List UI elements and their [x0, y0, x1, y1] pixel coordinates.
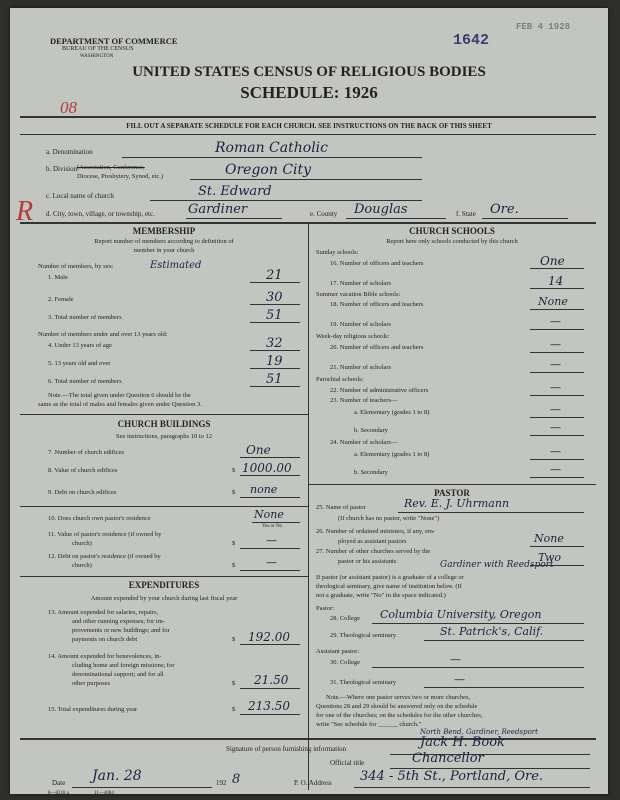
- q14-label-a: 14. Amount expended for benevolences, in-: [48, 653, 162, 660]
- q27-value: Two: [538, 551, 561, 564]
- form-subtitle: SCHEDULE: 1926: [240, 83, 378, 102]
- instruction-rule: [20, 134, 596, 135]
- summer-label: Summer vacation Bible schools:: [316, 291, 401, 298]
- sunday-label: Sunday schools:: [316, 249, 359, 256]
- q28-value: Columbia University, Oregon: [380, 608, 542, 621]
- division-sub1: (Association, Conference,: [77, 164, 145, 171]
- q5-label: 5. 13 years old and over: [48, 360, 111, 367]
- q20-line: [530, 352, 584, 353]
- q30-line: [372, 667, 584, 668]
- year-digit: 8: [232, 772, 241, 787]
- q13-line: [240, 644, 300, 645]
- year-prefix: 192: [216, 779, 227, 787]
- denomination-label: a. Denomination: [46, 148, 93, 156]
- schools-title: CHURCH SCHOOLS: [409, 226, 495, 236]
- q23b-value: —: [550, 421, 561, 434]
- q17-value: 14: [548, 274, 564, 288]
- q10-hint: Yes or No: [262, 524, 283, 529]
- q20-value: —: [550, 338, 561, 351]
- membership-title: MEMBERSHIP: [132, 226, 196, 236]
- q7-line: [240, 457, 300, 458]
- q26-line: [530, 546, 584, 547]
- q4-label: 4. Under 13 years of age: [48, 342, 112, 349]
- q23b-line: [530, 435, 584, 436]
- parochial-label: Parochial schools:: [316, 376, 364, 383]
- schools-intro: Report here only schools conducted by this church: [386, 238, 518, 245]
- pastor-note-3: for one of the churches; on the schedules for the other churches,: [316, 712, 483, 719]
- city-name: WASHINGTON: [80, 54, 114, 59]
- local-name-value: St. Edward: [198, 184, 272, 199]
- denomination-value: Roman Catholic: [215, 140, 328, 156]
- official-title-label: Official title: [330, 759, 365, 767]
- local-name-label: c. Local name of church: [46, 192, 114, 200]
- red-code-mark: 08: [60, 98, 77, 117]
- expenditures-rule: [20, 576, 308, 577]
- county-value: Douglas: [354, 202, 408, 217]
- local-name-line: [150, 200, 422, 201]
- membership-note-2: same as the total of males and females given under Question 3.: [38, 401, 202, 408]
- q13-value: 192.00: [248, 630, 290, 644]
- q19-value: —: [550, 315, 561, 328]
- q6-label: 6. Total number of members: [48, 378, 122, 385]
- q13-label-a: 13. Amount expended for salaries, repairs,: [48, 609, 159, 616]
- pastor-inst-1: If pastor (or assistant pastor) is a graduate of a college or: [316, 574, 464, 581]
- q30-label: 30. College: [330, 659, 360, 666]
- po-address-line: [354, 787, 590, 788]
- q13-dollar: $: [232, 636, 236, 643]
- q11-label-a: 11. Value of pastor's residence (if owned by: [48, 531, 162, 538]
- q12-label-a: 12. Debt on pastor's residence (if owned by: [48, 553, 161, 560]
- form-number: 8—8218 a: [48, 791, 69, 796]
- q6-value: 51: [266, 372, 283, 387]
- q16-label: 16. Number of officers and teachers: [330, 260, 424, 267]
- q17-label: 17. Number of scholars: [330, 280, 392, 287]
- q14-label-b: cluding home and foreign missions; for: [72, 662, 175, 669]
- q14-line: [240, 688, 300, 689]
- pastor-note-4: write "See schedule for ______ church.": [316, 721, 422, 728]
- q27-label-a: 27. Number of other churches served by the: [316, 548, 431, 555]
- q31-value: —: [454, 673, 465, 686]
- q7-label: 7. Number of church edifices: [48, 449, 124, 456]
- q31-label: 31. Theological seminary: [330, 679, 397, 686]
- print-number: 11—4084: [94, 791, 114, 796]
- q1-label: 1. Male: [48, 274, 68, 281]
- membership-intro-2: member in your church: [133, 247, 195, 254]
- city-label: d. City, town, village, or township, etc.: [46, 210, 155, 218]
- signature-label: Signature of person furnishing information: [226, 745, 347, 753]
- q23-label: 23. Number of teachers—: [330, 397, 398, 404]
- q25-value: Rev. E. J. Uhrmann: [404, 497, 510, 510]
- census-schedule-sheet: [10, 8, 608, 794]
- q15-dollar: $: [232, 706, 236, 713]
- q8-dollar: $: [232, 467, 236, 474]
- q3-label: 3. Total number of members: [48, 314, 122, 321]
- q11-label-b: church): [72, 540, 92, 547]
- q13-label-b: and other running expenses; for im-: [72, 618, 165, 625]
- pastor-title: PASTOR: [434, 488, 470, 498]
- state-line: [482, 218, 568, 219]
- pastor-rule: [308, 484, 596, 485]
- q12-value: —: [266, 556, 277, 569]
- q24b-label: b. Secondary: [354, 469, 388, 476]
- q8-label: 8. Value of church edifices: [48, 467, 118, 474]
- q23a-label: a. Elementary (grades 1 to 8): [354, 409, 430, 416]
- q30-value: —: [450, 653, 461, 666]
- by-age-label: Number of members under and over 13 years old:: [38, 331, 168, 338]
- schedule-number: 1642: [453, 32, 490, 49]
- estimated-note: Estimated: [150, 260, 202, 271]
- q15-value: 213.50: [248, 699, 290, 713]
- q23b-label: b. Secondary: [354, 427, 388, 434]
- q4-value: 32: [266, 336, 283, 351]
- state-value: Ore.: [490, 202, 519, 217]
- signature-value: Jack H. Book: [420, 735, 505, 750]
- top-rule: [20, 116, 596, 118]
- weekday-label: Week-day religious schools:: [316, 333, 390, 340]
- q21-label: 21. Number of scholars: [330, 364, 392, 371]
- q25-hint: (If church has no pastor, write "None"): [338, 515, 440, 522]
- q29-label: 29. Theological seminary: [330, 632, 397, 639]
- po-address-label: P. O. Address: [294, 779, 332, 787]
- footer-rule: [20, 738, 596, 740]
- date-label: Date: [52, 779, 66, 787]
- red-letter-mark: R: [16, 196, 34, 227]
- city-value: Gardiner: [188, 202, 248, 217]
- form-title: UNITED STATES CENSUS OF RELIGIOUS BODIES: [132, 64, 486, 80]
- q16-value: One: [540, 254, 565, 268]
- q24b-line: [530, 477, 584, 478]
- q8-line: [240, 475, 300, 476]
- by-sex-label: Number of members, by sex:: [38, 263, 114, 270]
- expenditures-title: EXPENDITURES: [128, 580, 200, 590]
- q14-label-c: denominational support; and for all: [72, 671, 164, 678]
- division-label: b. Division: [46, 165, 78, 173]
- buildings-rule: [20, 414, 308, 415]
- q28-label: 28. College: [330, 615, 360, 622]
- q14-label-d: other purposes: [72, 680, 111, 687]
- q12-line: [240, 570, 300, 571]
- received-date-stamp: FEB 4 1928: [516, 22, 571, 32]
- q24b-value: —: [550, 463, 561, 476]
- county-line: [346, 218, 446, 219]
- buildings-title: CHURCH BUILDINGS: [117, 419, 211, 429]
- q18-value: None: [538, 295, 568, 308]
- pastor-note-handwritten: North Bend, Gardiner, Reedsport: [420, 728, 538, 736]
- q23a-line: [530, 417, 584, 418]
- q14-dollar: $: [232, 680, 236, 687]
- q10-line: [252, 522, 300, 523]
- q26-value: None: [534, 532, 564, 545]
- q22-line: [530, 395, 584, 396]
- q27-annotation: Gardiner with Reedsport: [440, 560, 554, 570]
- division-line: [190, 179, 422, 180]
- buildings-sub-rule: [20, 506, 308, 507]
- q26-label-a: 26. Number of ordained ministers, if any, em-: [316, 528, 436, 535]
- q14-value: 21.50: [254, 673, 289, 687]
- column-divider: [308, 222, 309, 790]
- expenditures-intro: Amount expended by your church during last fiscal year: [90, 595, 238, 602]
- county-label: e. County: [310, 210, 338, 218]
- q17-line: [530, 288, 584, 289]
- state-label: f. State: [456, 210, 476, 218]
- q25-line: [398, 512, 584, 513]
- q26-label-b: ployed as assistant pastors: [338, 538, 407, 545]
- buildings-intro: See instructions, paragraphs 10 to 12: [115, 433, 213, 440]
- po-address-value: 344 - 5th St., Portland, Ore.: [360, 769, 544, 784]
- division-value: Oregon City: [225, 162, 312, 178]
- q10-label: 10. Does church own pastor's residence: [48, 515, 151, 522]
- q15-label: 15. Total expenditures during year: [48, 706, 138, 713]
- pastor-note-2: Questions 28 and 29 should be answered only on the schedule: [316, 703, 478, 710]
- q18-label: 18. Number of officers and teachers: [330, 301, 424, 308]
- q15-line: [240, 714, 300, 715]
- membership-note-1: Note.—The total given under Question 6 should be the: [48, 392, 191, 399]
- pastor-inst-3: not a graduate, write "No" in the space indicated.): [316, 592, 446, 599]
- q24a-label: a. Elementary (grades 1 to 8): [354, 451, 430, 458]
- q5-value: 19: [266, 354, 283, 369]
- q1-value: 21: [266, 268, 283, 283]
- assistant-subhead: Assistant pastor:: [316, 648, 360, 655]
- pastor-inst-2: theological seminary, give name of institution below. (If: [316, 583, 462, 590]
- q20-label: 20. Number of officers and teachers: [330, 344, 424, 351]
- q19-label: 19. Number of scholars: [330, 321, 392, 328]
- date-value: Jan. 28: [92, 768, 142, 784]
- q12-dollar: $: [232, 562, 236, 569]
- q13-label-d: payments on church debt: [72, 636, 138, 643]
- q10-value: None: [254, 508, 284, 521]
- q29-value: St. Patrick's, Calif.: [440, 625, 544, 638]
- denomination-line: [122, 157, 422, 158]
- membership-intro-1: Report number of members according to definition of: [94, 238, 234, 245]
- division-sub2: Diocese, Presbytery, Synod, etc.): [77, 173, 164, 180]
- dept-name: DEPARTMENT OF COMMERCE: [50, 36, 178, 46]
- q19-line: [530, 329, 584, 330]
- q23a-value: —: [550, 403, 561, 416]
- q22-label: 22. Number of administrative officers: [330, 387, 429, 394]
- q21-line: [530, 372, 584, 373]
- q24a-value: —: [550, 445, 561, 458]
- q2-label: 2. Female: [48, 296, 74, 303]
- q24-label: 24. Number of scholars—: [330, 439, 398, 446]
- q9-dollar: $: [232, 489, 236, 496]
- q2-value: 30: [266, 290, 283, 305]
- q9-line: [240, 497, 300, 498]
- bureau-name: BUREAU OF THE CENSUS: [62, 46, 134, 52]
- q11-value: —: [266, 534, 277, 547]
- q8-value: 1000.00: [242, 461, 292, 475]
- q21-value: —: [550, 358, 561, 371]
- q11-dollar: $: [232, 540, 236, 547]
- q13-label-c: provements or new buildings; and for: [72, 627, 170, 634]
- q22-value: —: [550, 381, 561, 394]
- q12-label-b: church): [72, 562, 92, 569]
- date-line: [72, 787, 212, 788]
- q9-value: none: [250, 483, 278, 496]
- q3-value: 51: [266, 308, 283, 323]
- pastor-subhead: Pastor:: [316, 605, 335, 612]
- form-instruction: FILL OUT A SEPARATE SCHEDULE FOR EACH CHURCH. SEE INSTRUCTIONS ON THE BACK OF THIS SHEET: [126, 122, 492, 130]
- q16-line: [530, 268, 584, 269]
- q9-label: 9. Debt on church edifices: [48, 489, 117, 496]
- official-title-value: Chancellor: [412, 751, 484, 766]
- q29-line: [424, 640, 584, 641]
- q31-line: [424, 687, 584, 688]
- q24a-line: [530, 459, 584, 460]
- q27-label-b: pastor or his assistants: [338, 558, 397, 565]
- q11-line: [240, 548, 300, 549]
- q7-value: One: [246, 443, 271, 457]
- pastor-note-1: Note.—Where one pastor serves two or more churches,: [326, 694, 471, 701]
- city-line: [186, 218, 282, 219]
- q25-label: 25. Name of pastor: [316, 504, 366, 511]
- q18-line: [530, 309, 584, 310]
- q28-line: [372, 623, 584, 624]
